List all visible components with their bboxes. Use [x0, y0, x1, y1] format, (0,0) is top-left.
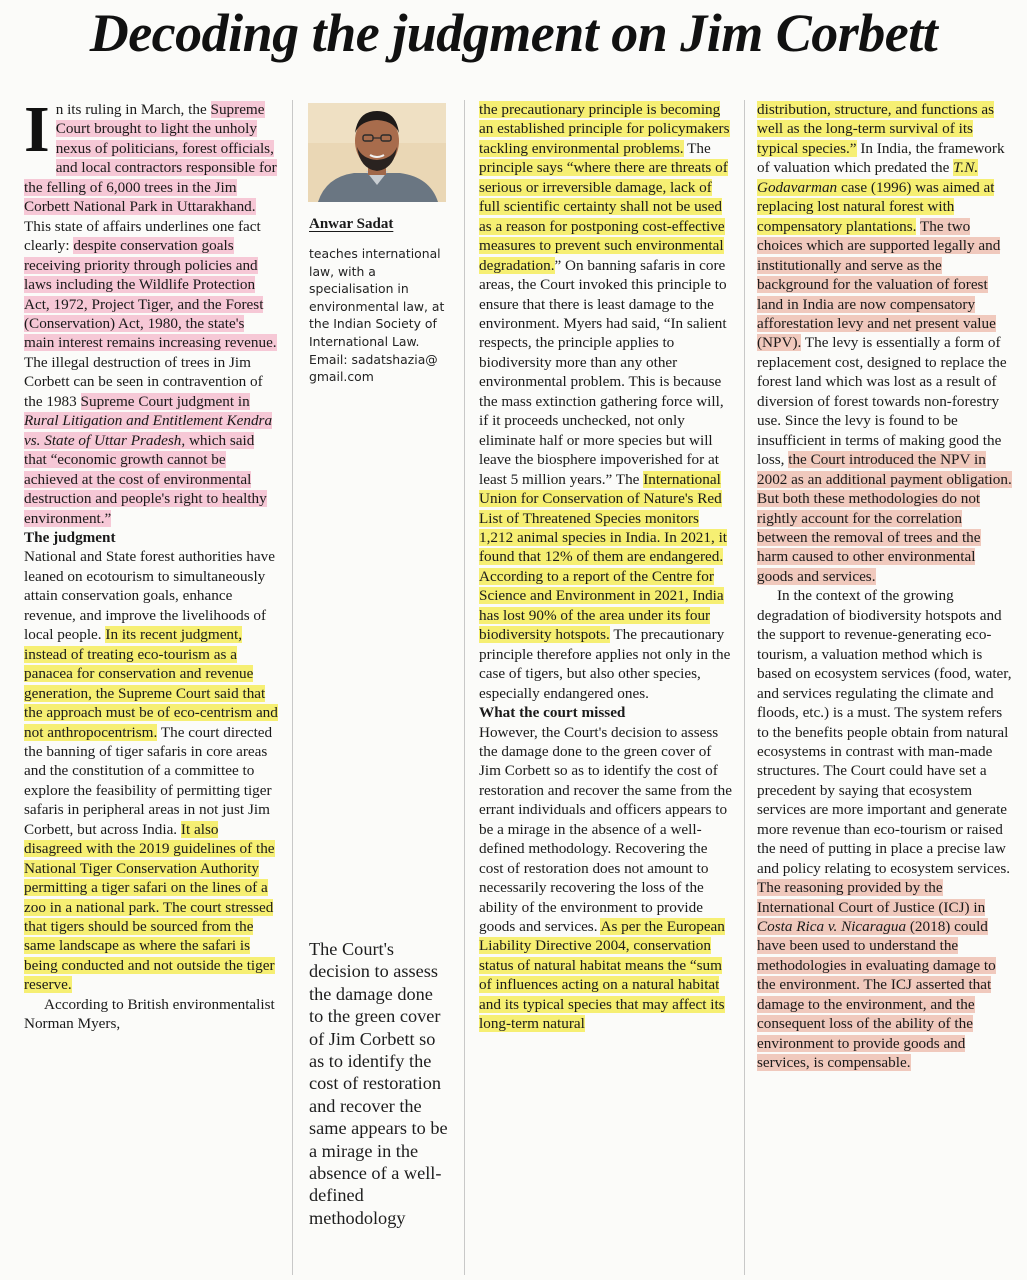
text-run: The illegal destruction of trees in Jim Corbett can be seen in contravention of the 1983 [24, 353, 263, 410]
column4-paragraph-2 [757, 586, 1013, 1072]
column3-paragraph-1 [479, 100, 733, 703]
text-run: The two choices which are supported legally and institutionally and serve as the background for the valuation of forest land in India are now compensatory afforestation levy and net present value (NPV). [757, 217, 1001, 352]
text-run: the precautionary principle is becoming an established principle for policymakers tackling environmental problems. [479, 101, 730, 157]
article-column-4 [757, 100, 1013, 1275]
text-run: The levy is essentially a form of replacement cost, designed to replace the forest land which was lost as a result of diversion of forest towards non-forestry use. Since the levy is found to be insufficient in terms of making good the loss, [757, 334, 1007, 469]
text-run: and local contractors responsible for the felling of 6,000 trees in the Jim Corbett National Park in Uttarakhand. [24, 159, 277, 216]
text-run: In its recent judgment, instead of treating eco-tourism as a panacea for conservation and revenue generation, the Supreme Court said that the approach must be of eco-centrism and not anthropocentrism. [24, 626, 278, 741]
text-run: distribution, structure, and functions as well as the long-term survival of its typical species.” [757, 101, 995, 157]
text-run: National and State forest authorities have leaned on ecotourism to simultaneously attain conservation goals, enhance revenue, and improve the livelihoods of local people. [24, 548, 275, 644]
column1-paragraph-3 [24, 995, 278, 1034]
text-run: As per the European Liability Directive 2004, conservation status of natural habitat means the “sum of influences acting on a natural habitat and its typical species that may affect its long-term natural [479, 918, 725, 1033]
column1-paragraph-2 [24, 547, 278, 994]
text-run: It also disagreed with the 2019 guidelines of the National Tiger Conservation Authority permitting a tiger safari on the lines of a zoo in a national park. The court stressed that tigers should be sourced from the same landscape as where the safari is being conducted and not outside the tiger reserve. [24, 820, 275, 994]
pull-quote: The Court's decision to assess the damage done to the green cover of Jim Corbett so as to identify the cost of restoration and recover the same appears to be a mirage in the absence of a well-defined methodology [309, 939, 448, 1228]
text-run: In India, the framework of valuation which predated the [757, 139, 1005, 177]
column-divider [464, 100, 465, 1275]
text-run: n its ruling in March, the [55, 101, 211, 118]
text-run: Costa Rica v. Nicaragua [757, 918, 907, 936]
text-run: Supreme Court brought to light the unholy nexus of politicians, forest officials, [55, 101, 274, 157]
text-run: In the context of the growing degradation of biodiversity hotspots and the support to revenue-generating eco-tourism, a valuation method which is based on ecosystem services (food, water, and services regulating the climate and floods, etc.) is a must. The system refers to the benefits people obtain from natural ecosystems in contrast with man-made structures. The Court could have set a precedent by saying that ecosystem services are more important and generate more revenue than eco-tourism or raised the need of putting in place a precise law and policy relating to ecosystem services. [757, 587, 1012, 877]
column-divider [292, 100, 293, 1275]
text-run: despite conservation goals receiving priority through policies and laws including the Wildlife Protection Act, 1972, Project Tiger, and the Forest (Conservation) Act, 1980, the state's main interest remains increasing revenue. [24, 237, 277, 352]
text-run: Rural Litigation and Entitlement Kendra vs. State of Uttar Pradesh [24, 412, 273, 449]
author-name: Anwar Sadat [309, 216, 394, 232]
text-run: This state of affairs underlines one fact clearly: [24, 217, 261, 255]
subhead-what-the-court-missed: What the court missed [479, 704, 626, 722]
text-run: T.N. Godavarman [757, 159, 979, 196]
text-run: International Union for Conservation of Nature's Red List of Threatened Species monitors 1,212 animal species in India. In 2021, it found that 12% of them are endangered. According to a report of the Centre for Science and Environment in 2021, India has lost 90% of the area under its four biodiversity hotspots. [479, 470, 728, 644]
article-column-1 [24, 100, 278, 1275]
text-run: However, the Court's decision to assess the damage done to the green cover of Jim Corbett so as to identify the cost of restoration and recover the same from the errant individuals and officers appears to be a mirage in the absence of a well-defined methodology. Recovering the cost of restoration does not amount to necessarily recovering the loss of the ability of the environment to provide goods and services. [479, 723, 733, 936]
text-run: The [683, 139, 711, 157]
drop-cap: I [24, 100, 50, 166]
headline: Decoding the judgment on Jim Corbett [89, 3, 938, 63]
author-bio: teaches international law, with a specialisation in environmental law, at the Indian Society of International Law. Email: sadatshazia@ gmail.com [309, 246, 445, 385]
author-box [307, 100, 457, 1275]
column4-paragraph-1 [757, 100, 1013, 586]
text-run: ” On banning safaris in core areas, the Court invoked this principle to ensure that there is least damage to the environment. Myers had said, “In salient respects, the principle applies to biodiversity more than any other environmental problem. This is because the mass extinction gathering force will, if it proceeds unchecked, not only eliminate half or more species but will leave the biosphere impoverished for at least 5 million years.” The [479, 256, 727, 488]
text-run: The reasoning provided by the International Court of Justice (ICJ) in [757, 879, 986, 916]
text-run: , which said that “economic growth cannot be achieved at the cost of environmental destruction and people's right to healthy environment.” [24, 431, 267, 527]
text-run: the Court introduced the NPV in 2002 as an additional payment obligation. But both these methodologies do not rightly account for the correlation between the removal of trees and the harm caused to other environmental goods and services. [757, 451, 1012, 585]
text-run: (2018) could have been used to understand the methodologies in evaluating damage to the environment. The ICJ asserted that damage to the environment, and the consequent loss of the ability of the environment to provide goods and services, is compensable. [757, 918, 996, 1072]
text-run: Supreme Court judgment in [80, 392, 250, 410]
column-divider [744, 100, 745, 1275]
author-photo [308, 103, 446, 202]
text-run: The precautionary principle therefore applies not only in the case of tigers, but also other species, especially endangered ones. [479, 626, 731, 702]
text-run: principle says “where there are threats of serious or irreversible damage, lack of full scientific certainty shall not be used as a reason for postponing cost-effective measures to prevent such environmental degradation. [479, 159, 728, 274]
text-run: The court directed the banning of tiger safaris in core areas and the constitution of a committee to explore the feasibility of permitting tiger safaris in peripheral areas in not just Jim Corbett, but across India. [24, 723, 273, 838]
column1-paragraph-1 [24, 100, 278, 528]
text-run: According to British environmentalist Norman Myers, [24, 995, 275, 1033]
text-run: case (1996) was aimed at replacing lost natural forest with compensatory plantations. [757, 178, 995, 235]
article-column-3 [479, 100, 733, 1275]
column3-paragraph-2 [479, 723, 733, 1034]
subhead-the-judgment: The judgment [24, 528, 116, 546]
